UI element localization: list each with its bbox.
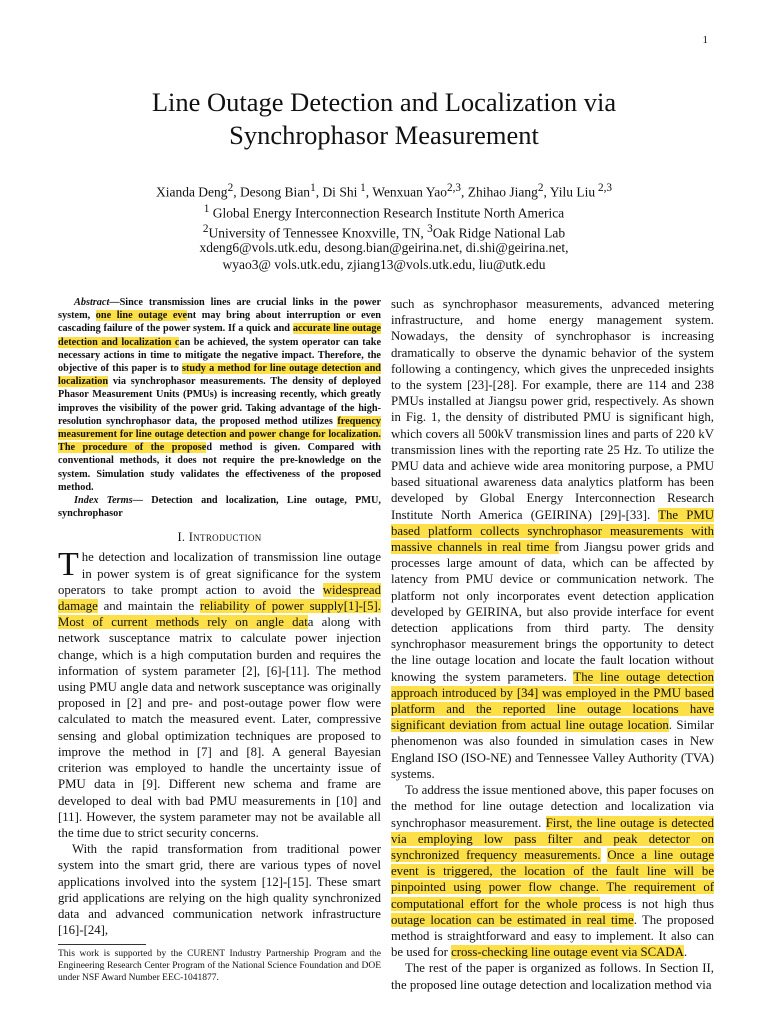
author-affil-sup: 2,3 [446,182,462,194]
author-affil-sup: 2 [227,182,234,194]
body-text: a along with network susceptance matrix to calculate power injection change, which is a high computation burden and requires the information of system parameter [2], [6]-[11]. The method using PMU angle data and network susceptance was originally proposed in [2] and pre- and post-outage power flow were calculated to match the measured event. Later, compressive sensing and global optimization techniques are proposed to improve the method in [7] and [8]. A general Bayesian criterion was employed to handle the uncertainty issue of PMU data in [9]. Different new schema and frame are developed to deal with bad PMU measurements in [10] and [11]. However, the system parameter may not be available all the time due to strict security concerns. [58,615,381,840]
email-line-1: xdeng6@vols.utk.edu, desong.bian@geirina.net, di.shi@geirina.net, [199,240,569,255]
paper-title [40,86,728,152]
body-text: . The proposed method is straightforward and easy to implement. It also can be used for [391,912,714,960]
highlight: widespread damage [58,582,381,614]
abstract [58,296,381,494]
email-block [40,239,728,273]
abstract-dash: — [109,297,120,308]
abstract-text: via synchrophasor measurements. The density of deployed Phasor Measurement Units (PMUs) is increasing recently, which greatly improves the visibility of the power grid. Taking advantage of the high-resolution synchrophasor data, the proposed method utilizes [58,376,381,427]
body-text: . Similar phenomenon was also founded in simulation cases in New England ISO (ISO-NE) and Tennessee Valley Authority (TVA) systems. [391,718,715,781]
highlight: The line outage detection approach introduced by [34] was employed in the PMU based platform and the reported line outage locations have significant deviation from actual line outage location [391,669,714,733]
highlight: reliability of power supply[1]-[5]. Most of current methods rely on angle dat [58,599,382,630]
section-title: Introduction [188,530,262,545]
section-heading [58,530,381,545]
page-number: 1 [702,34,708,46]
highlight: Once a line outage event is triggered, the location of the fault line will be pinpointed using power flow change. The requirement of computational effort for the whole pro [391,847,714,911]
left-column [58,296,381,984]
affil-text: University of Tennessee Knoxville, TN, [208,225,428,241]
highlight: study a method for line outage detection and localization [58,363,381,388]
body-text: such as synchrophasor measurements, advanced metering infrastructure, and home energy management system. Nowadays, the density of synchrophasor is increasing dramatically to observe the dynamic behavior of the system following a contingency, which gives the unpreceded insights to the system [23]-[28]. For example, there are 114 and 238 PMUs installed at Jiangsu power grid, respectively. As shown in Fig. 1, the density of distributed PMU is significant high, which covers all 500kV transmission lines and parts of 220 kV transmission lines with the reporting rate 25 Hz. To utilize the PMU data and achieve wide area monitoring purpose, a PMU based situational awareness data analytics platform has been developed by Global Energy Interconnection Research Institute North America (GEIRINA) [29]-[33]. [391,297,714,522]
index-terms [58,494,381,520]
right-paragraph-1 [391,296,714,782]
index-terms-dash: — [132,495,143,507]
section-numeral: I. [177,530,186,545]
author-affil-sup: 1 [310,182,316,194]
author-block [40,180,728,242]
body-text: . [683,945,688,960]
highlight: one line outage eve [95,310,188,322]
intro-paragraph-2: With the rapid transformation from traditional power system into the smart grid, there are various types of novel applications involved into the system [12]-[15]. These smart grid applications are relying on the high quality synchronized data and advanced communication network infrastructure [16]-[24], [58,842,381,938]
abstract-text: nt may bring about interruption or even cascading failure of the power system. If a quick and [58,310,381,335]
title-line-2: Synchrophasor Measurement [229,120,539,150]
author-affil-sup: 1 [357,182,366,194]
highlight: outage location can be estimated in real time [391,912,634,927]
highlight: The PMU based platform collects synchrophasor measurements with massive channels in real time f [391,507,714,555]
right-paragraph-2 [391,782,714,960]
intro-paragraph-1 [58,546,382,841]
index-terms-label: Index Terms [74,495,133,507]
abstract-label: Abstract [74,297,110,308]
author-name: Desong Bian [239,184,311,200]
body-text: he detection and localization of transmission line outage in power system is of great significance for the system operators to take prompt action to avoid the [58,550,381,597]
author-affil-sup: 2 [537,182,544,194]
body-text: cess is not high thus [600,896,714,911]
title-line-1: Line Outage Detection and Localization via [151,87,617,117]
email-line-2: wyao3@ vols.utk.edu, zjiang13@vols.utk.edu, liu@utk.edu [222,257,546,272]
body-text: rom Jiangsu power grids and processes large amount of data, which can be affected by latency from PMU device or communication network. The platform not only incorporates event detection application developed by GEIRINA, but also provide interface for event detection applications from third party. The density synchrophasor measurement brings the opportunity to detect the line outage location and locate the fault location without knowing the system parameters. [391,540,714,684]
author-name: Xianda Deng [155,184,228,200]
affiliation-1 [40,201,728,222]
abstract-text: an be achieved, the system operator can take necessary actions in time to mitigate the negative impact. Therefore, the objective of this paper is to [58,336,381,375]
abstract-text: d method is given. Compared with conventional methods, it does not require the pre-knowledge on the system. Simulation study validates the effectiveness of the proposed method. [58,442,381,493]
author-name: Zhihao Jiang [467,184,538,200]
footnote-rule [58,944,146,945]
footnote: This work is supported by the CURENT Industry Partnership Program and the Engineering Research Center Program of the National Science Foundation and DOE under NSF Award Number EEC-1041877. [58,949,381,984]
affil-text: Oak Ridge National Lab [432,225,566,241]
drop-cap: T [58,546,79,584]
right-column [391,296,714,993]
highlight: First, the line outage is detected via employing low pass filter and peak detector on synchronized frequency measurements. [391,815,715,862]
index-terms-text: Detection and localization, Line outage, PMU, synchrophasor [58,495,381,520]
affil-sup: 1 [203,202,210,215]
highlight: cross-checking line outage event via SCADA [451,945,684,960]
body-text: To address the issue mentioned above, this paper focuses on the method for line outage detection and localization via synchrophasor measurement. [391,783,714,830]
affil-sup: 3 [427,223,433,235]
author-affil-sup: 2,3 [595,182,613,194]
author-name: Wenxuan Yao [372,184,447,200]
highlight: frequency measurement for line outage detection and power change for localization. The procedure of the propose [58,415,381,454]
author-list: Xianda Deng$^2$, Desong Bian$^1$, Di Shi $^1$, Wenxuan Yao$^{2,3}$, Zhihao Jiang$^2$, Yilu Liu $^{2,3}$ [155,182,613,200]
body-text: and maintain the [97,599,200,614]
affil-sup: 2 [202,223,209,235]
author-name: Di Shi [322,184,358,200]
author-name: Yilu Liu [549,184,596,200]
abstract-text: Since transmission lines are crucial links in the power system, [58,297,381,322]
right-paragraph-3: The rest of the paper is organized as follows. In Section II, the proposed line outage detection and localization method via [391,961,714,992]
highlight: accurate line outage detection and localization c [58,323,381,348]
affil-text: Global Energy Interconnection Research Institute North America [209,205,565,220]
